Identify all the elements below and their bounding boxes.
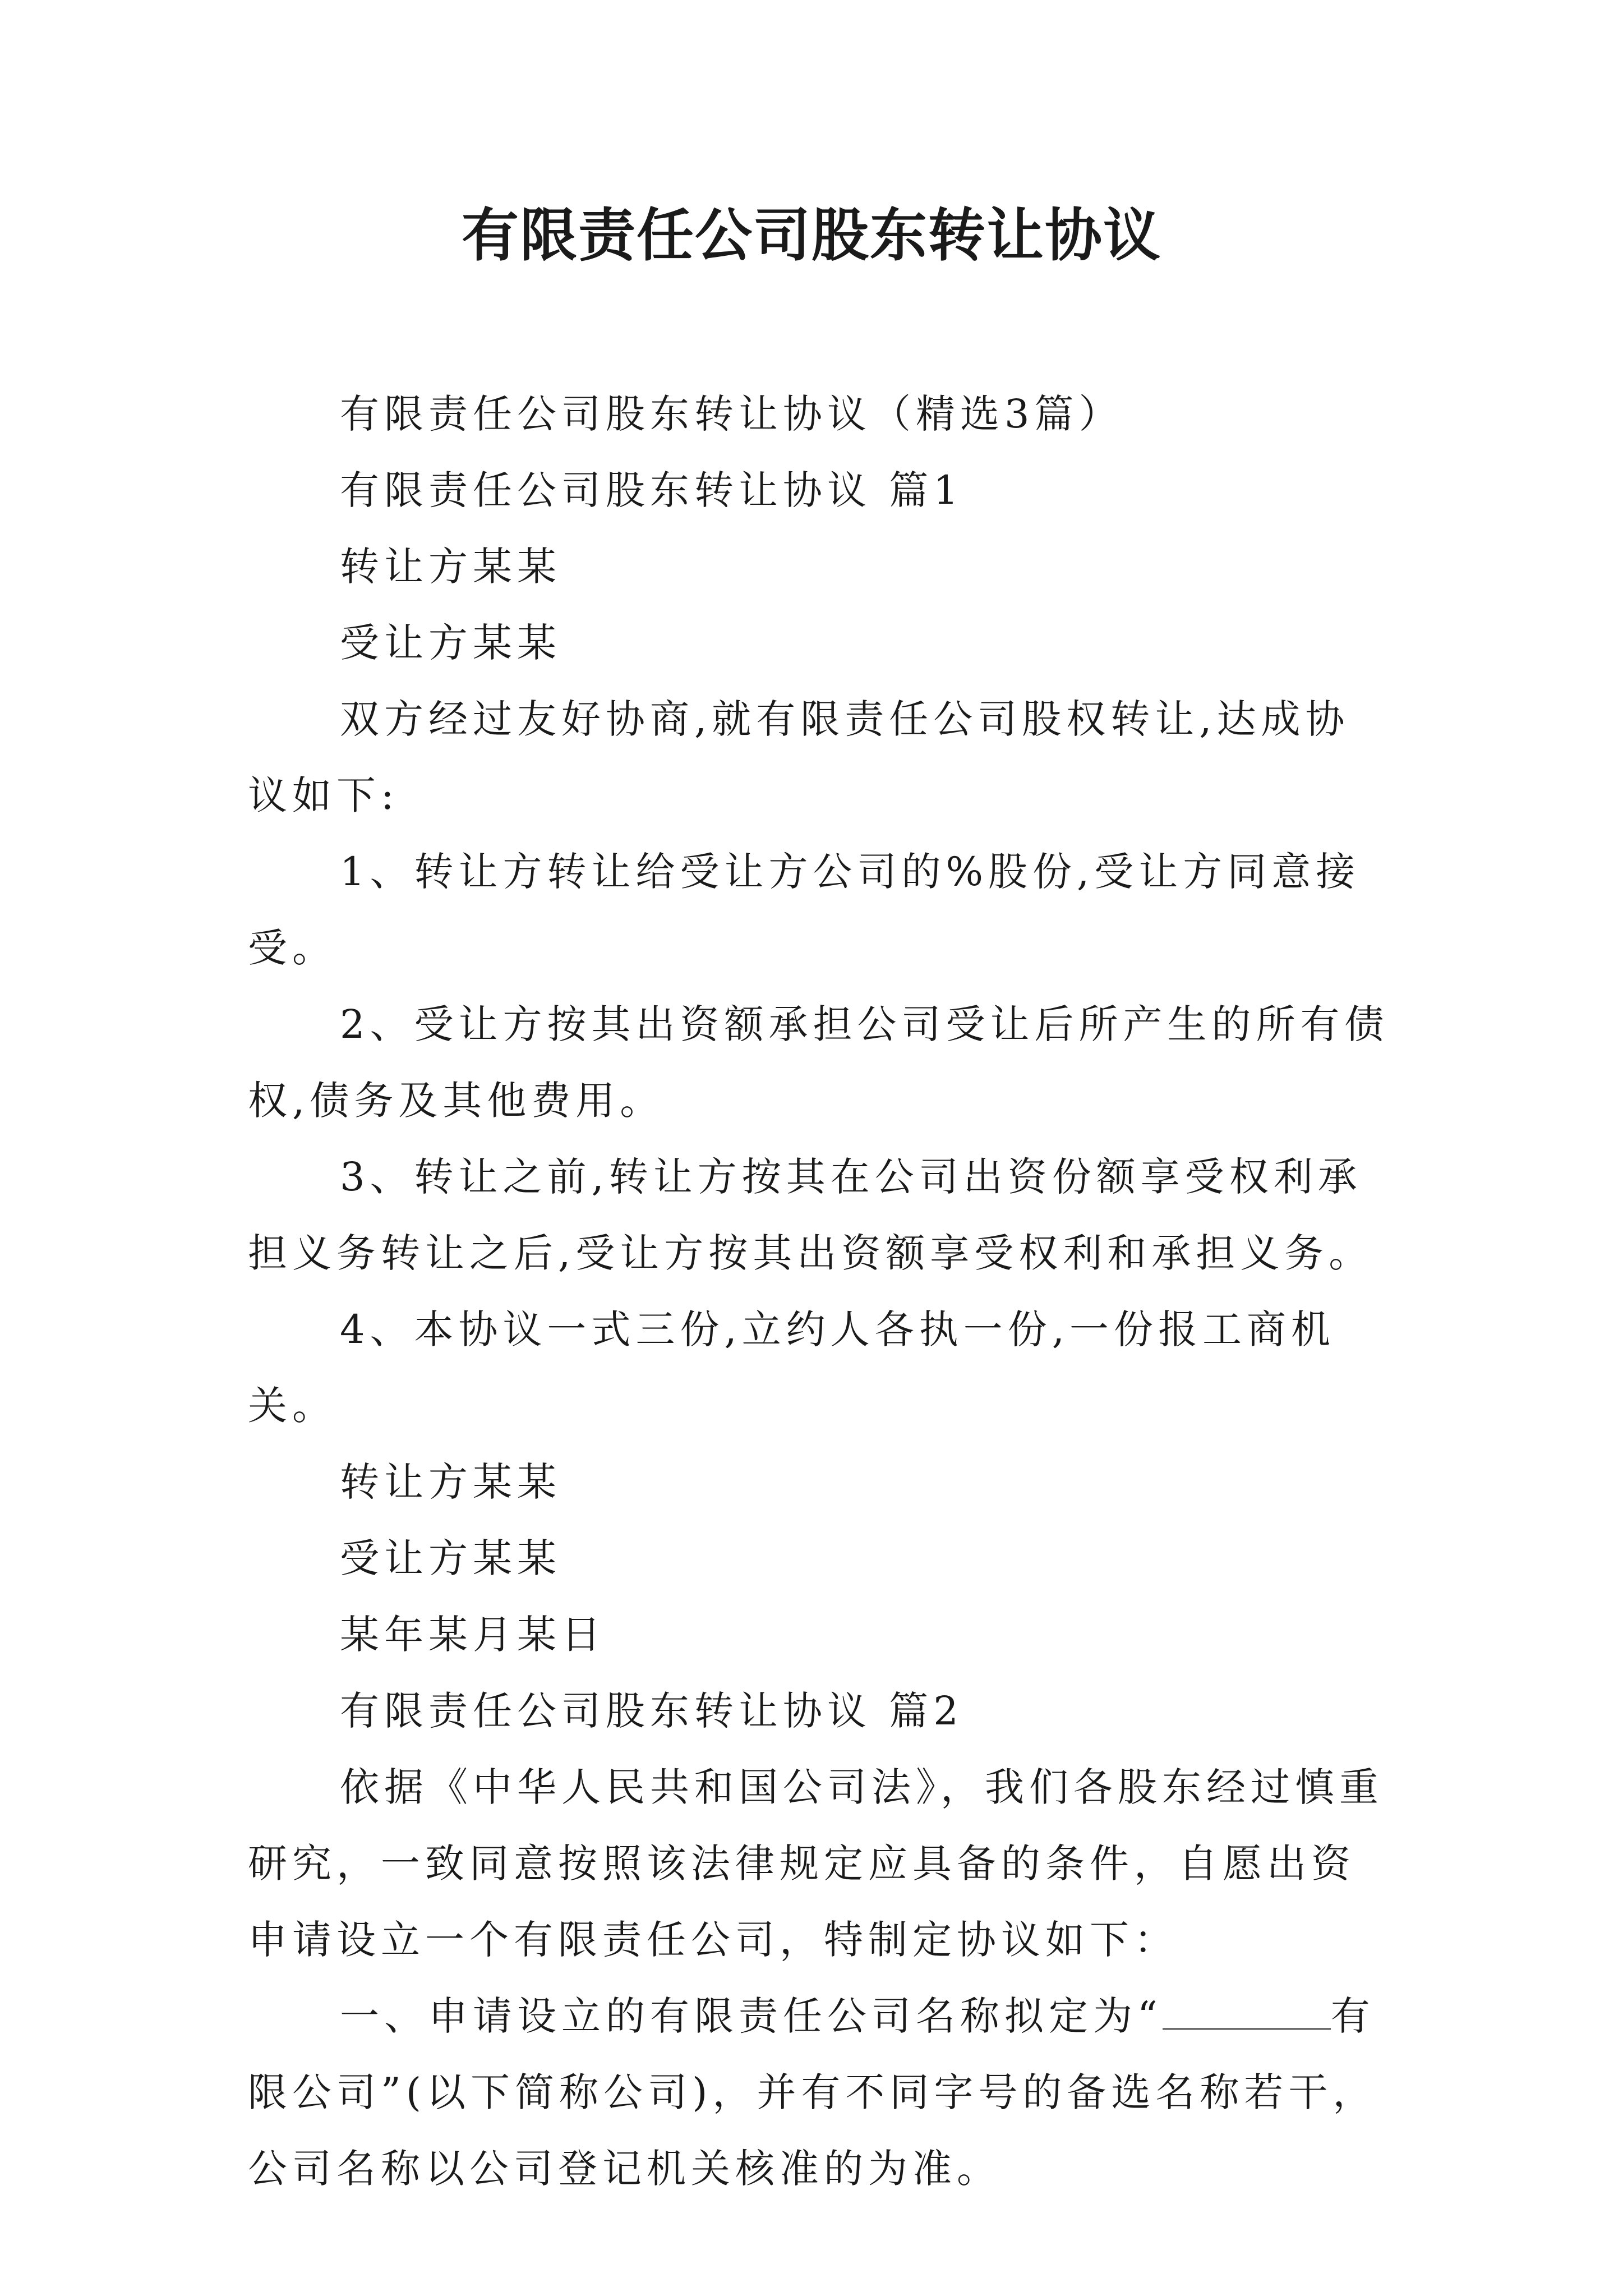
paragraph-clause-1: 1、转让方转让给受让方公司的%股份,受让方同意接受。 — [248, 849, 1361, 971]
paragraph-transferee: 受让方某某 — [340, 620, 561, 666]
paragraph-transferor: 转让方某某 — [340, 544, 561, 590]
company-name-tail: 有限公司”(以下简称公司)，并有不同字号的备选名称若干，公司名称以公司登记机关核准的为准。 — [248, 1993, 1377, 2192]
paragraph-clause-2: 2、受让方按其出资额承担公司受让后所产生的所有债权,债务及其他费用。 — [248, 1001, 1389, 1124]
paragraph-signature-transferor: 转让方某某 — [340, 1459, 561, 1505]
paragraph-section-2-heading: 有限责任公司股东转让协议 篇2 — [340, 1688, 963, 1734]
paragraph-company-name — [248, 1978, 1392, 2207]
paragraph-section-1-heading: 有限责任公司股东转让协议 篇1 — [340, 467, 963, 513]
paragraph-legal-basis: 依据《中华人民共和国公司法》，我们各股东经过慎重研究，一致同意按照该法律规定应具备的条件，自愿出资申请设立一个有限责任公司，特制定协议如下： — [248, 1764, 1384, 1963]
paragraph-subtitle: 有限责任公司股东转让协议（精选3篇） — [340, 391, 1123, 437]
company-name-blank — [1163, 1995, 1331, 2030]
company-name-lead: 一、申请设立的有限责任公司名称拟定为“ — [340, 1993, 1163, 2039]
paragraph-agreement-intro: 双方经过友好协商,就有限责任公司股权转让,达成协议如下: — [248, 696, 1350, 818]
paragraph-date: 某年某月某日 — [340, 1612, 606, 1658]
paragraph-signature-transferee: 受让方某某 — [340, 1535, 561, 1581]
paragraph-clause-4: 4、本协议一式三份,立约人各执一份,一份报工商机关。 — [248, 1306, 1336, 1429]
document-body — [248, 376, 1392, 2207]
paragraph-clause-3: 3、转让之前,转让方按其在公司出资份额享受权利承担义务转让之后,受让方按其出资额享受权利和承担义务。 — [248, 1154, 1373, 1276]
document-title: 有限责任公司股东转让协议 — [462, 202, 1161, 269]
